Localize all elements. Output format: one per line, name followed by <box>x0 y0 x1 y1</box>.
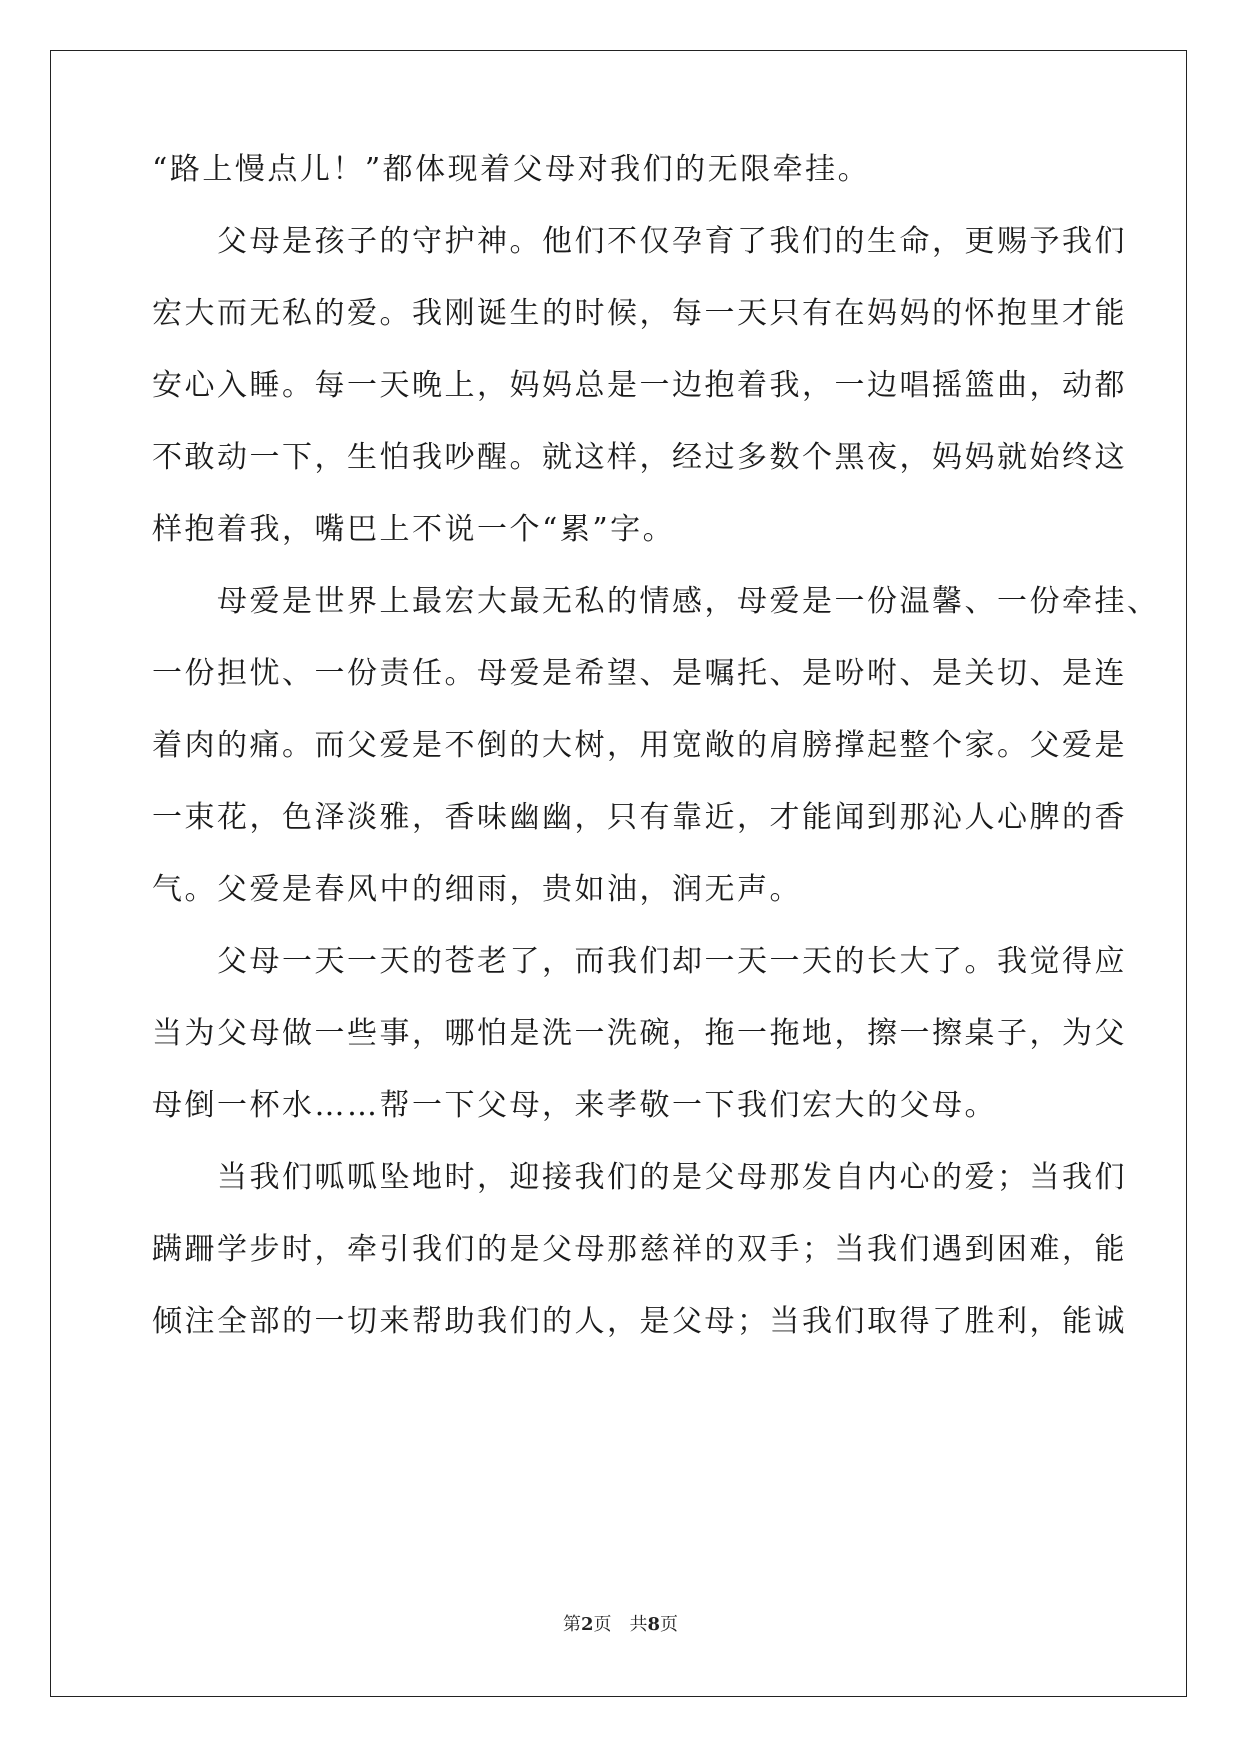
page-current: 2 <box>580 1614 594 1635</box>
text-line: 着肉的痛。而父爱是不倒的大树，用宽敞的肩膀撑起整个家。父爱是 <box>152 728 1127 763</box>
text-line: 不敢动一下，生怕我吵醒。就这样，经过多数个黑夜，妈妈就始终这 <box>152 440 1127 475</box>
text-line: 倾注全部的一切来帮助我们的人，是父母；当我们取得了胜利，能诚 <box>152 1304 1127 1339</box>
text-line: 蹒跚学步时，牵引我们的是父母那慈祥的双手；当我们遇到困难，能 <box>152 1232 1127 1267</box>
text-line: 父母一天一天的苍老了，而我们却一天一天的长大了。我觉得应 <box>152 944 1127 979</box>
text-line: “路上慢点儿！”都体现着父母对我们的无限牵挂。 <box>152 152 871 187</box>
text-line: 当我们呱呱坠地时，迎接我们的是父母那发自内心的爱；当我们 <box>152 1160 1127 1195</box>
text-line: 母倒一杯水……帮一下父母，来孝敬一下我们宏大的父母。 <box>152 1088 997 1123</box>
text-line: 母爱是世界上最宏大最无私的情感，母爱是一份温馨、一份牵挂、 <box>152 584 1160 619</box>
page-total: 8 <box>647 1614 661 1635</box>
text-line: 宏大而无私的爱。我刚诞生的时候，每一天只有在妈妈的怀抱里才能 <box>152 296 1127 331</box>
page-prefix: 第 <box>562 1614 581 1635</box>
text-line: 当为父母做一些事，哪怕是洗一洗碗，拖一拖地，擦一擦桌子，为父 <box>152 1016 1127 1051</box>
text-line: 气。父爱是春风中的细雨，贵如油，润无声。 <box>152 872 802 907</box>
page-footer <box>0 1610 1241 1636</box>
text-line: 一份担忧、一份责任。母爱是希望、是嘱托、是吩咐、是关切、是连 <box>152 656 1127 691</box>
text-line: 安心入睡。每一天晚上，妈妈总是一边抱着我，一边唱摇篮曲，动都 <box>152 368 1127 403</box>
text-line: 父母是孩子的守护神。他们不仅孕育了我们的生命，更赐予我们 <box>152 224 1127 259</box>
text-line: 样抱着我，嘴巴上不说一个“累”字。 <box>152 512 676 547</box>
total-suffix: 页 <box>660 1614 679 1635</box>
text-line: 一束花，色泽淡雅，香味幽幽，只有靠近，才能闻到那沁人心脾的香 <box>152 800 1127 835</box>
total-prefix: 共 <box>629 1614 648 1635</box>
page-suffix: 页 <box>593 1614 612 1635</box>
